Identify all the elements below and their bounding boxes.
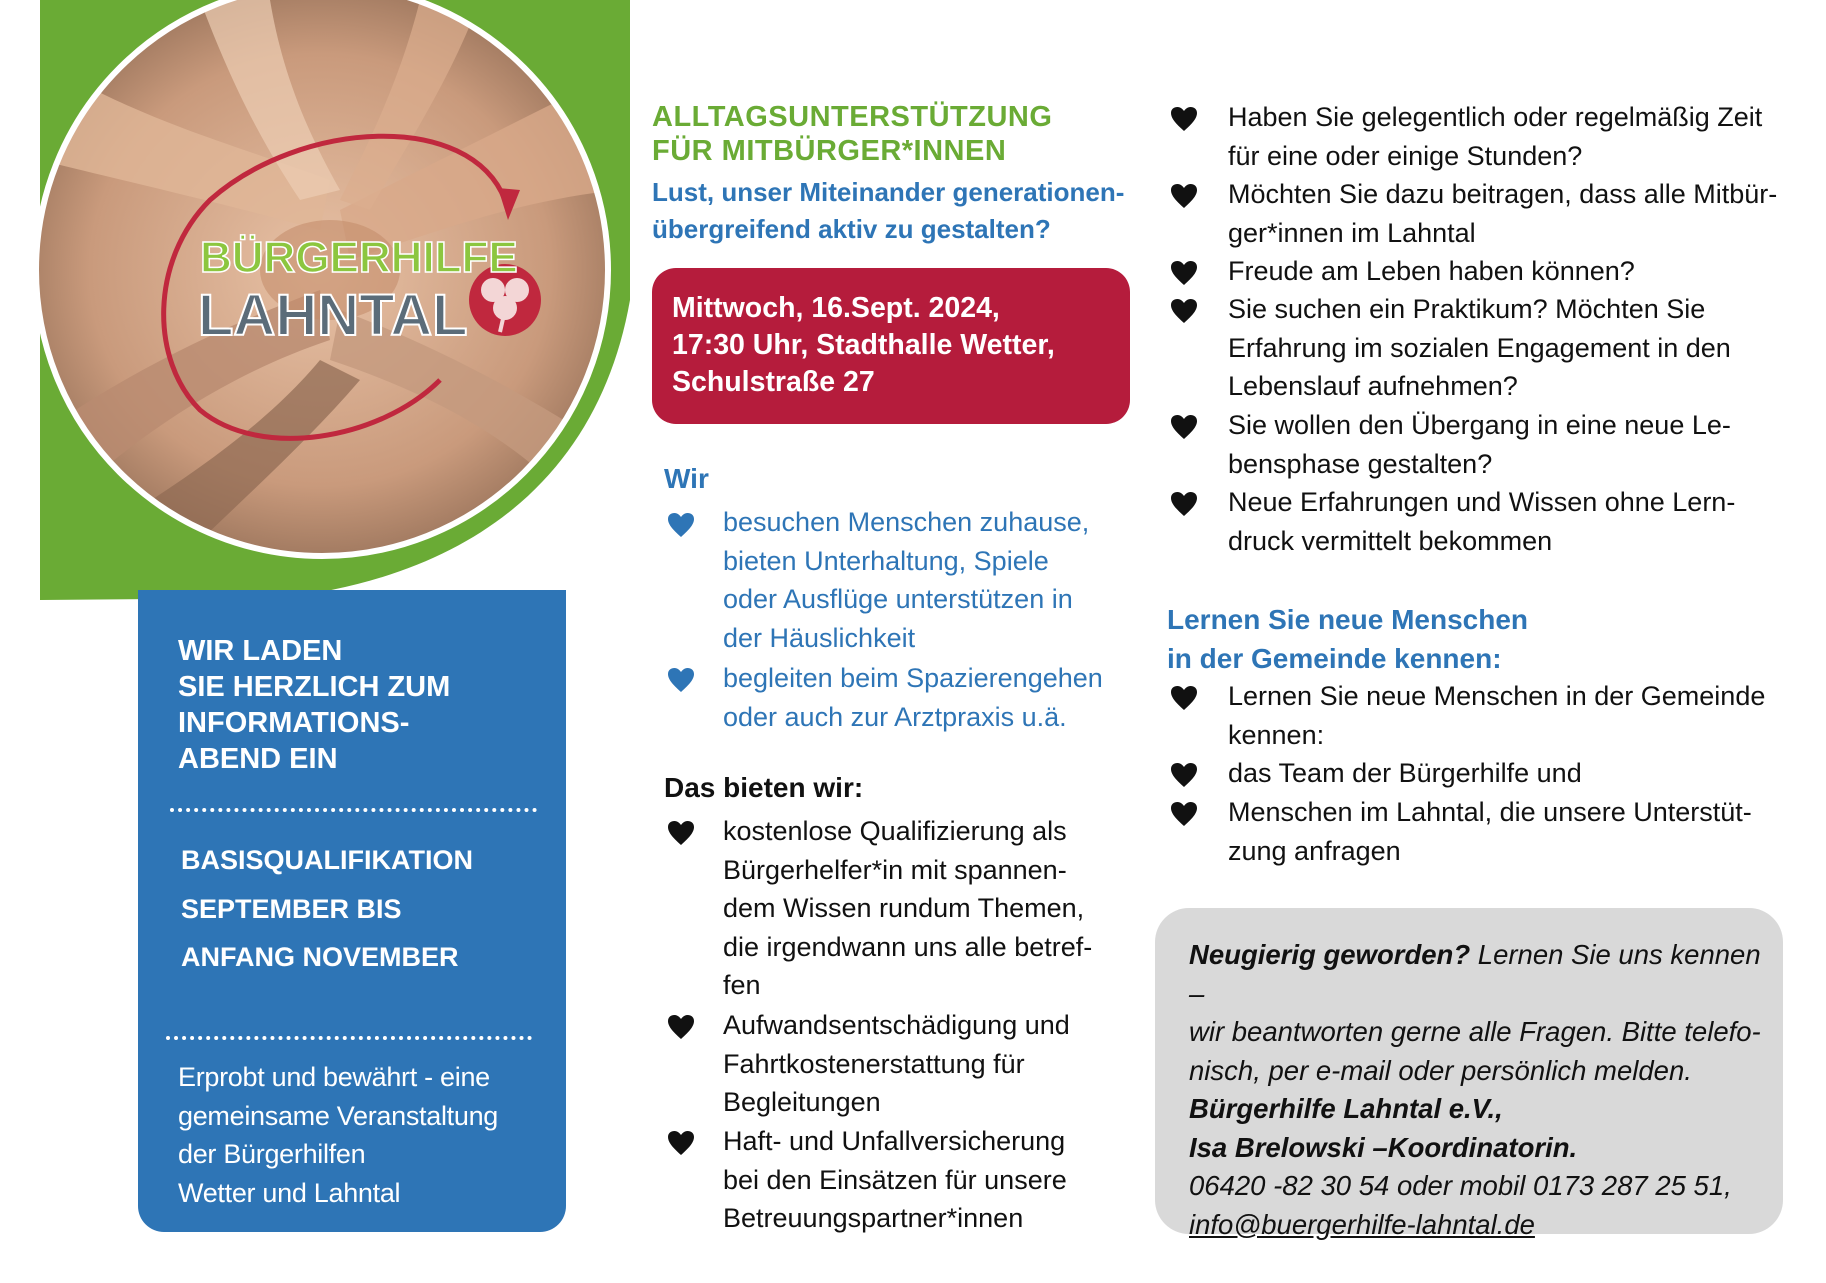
heart-icon (667, 667, 695, 693)
dotted-divider (170, 808, 537, 812)
qualification-line: BASISQUALIFIKATION (181, 845, 473, 875)
question-item: Möchten Sie dazu beitragen, dass alle Mitbür- ger*innen im Lahntal (1228, 179, 1778, 248)
heart-icon (1170, 298, 1198, 324)
qualification-line: ANFANG NOVEMBER (181, 942, 459, 972)
logo-line2: LAHNTAL (198, 283, 468, 348)
heart-icon (1170, 685, 1198, 711)
heart-icon (667, 820, 695, 846)
wir-item: begleiten beim Spazierengehen oder auch zur Arztpraxis u.ä. (723, 663, 1103, 732)
contact-email-link[interactable]: info@buergerhilfe-lahntal.de (1189, 1208, 1535, 1240)
event-details: Mittwoch, 16.Sept. 2024, 17:30 Uhr, Stadthalle Wetter, Schulstraße 27 (672, 292, 1055, 398)
tested-text: Erprobt und bewährt - eine gemeinsame Veranstaltung der Bürgerhilfen Wetter und Lahntal (178, 1062, 499, 1208)
contact-lead: Neugierig geworden? (1189, 939, 1471, 970)
headline-subtitle: Lust, unser Miteinander generationen- übergreifend aktiv zu gestalten? (652, 177, 1125, 244)
contact-line2: wir beantworten gerne alle Fragen. Bitte telefo- (1189, 1016, 1761, 1047)
question-item: Sie wollen den Übergang in eine neue Le- bensphase gestalten? (1228, 410, 1731, 479)
offer-item: kostenlose Qualifizierung als Bürgerhelfer*in mit spannen- dem Wissen rundum Themen, die irgendwann uns alle betref- fen (723, 816, 1093, 1000)
heart-icon (1170, 414, 1198, 440)
learn-item: Lernen Sie neue Menschen in der Gemeinde kennen: (1228, 681, 1766, 750)
question-item: Freude am Leben haben können? (1228, 256, 1635, 286)
learn-item: Menschen im Lahntal, die unsere Unterstüt- zung anfragen (1228, 797, 1752, 866)
heart-icon (667, 1014, 695, 1040)
logo-line1: BÜRGERHILFE (200, 233, 518, 282)
wir-item: besuchen Menschen zuhause, bieten Unterhaltung, Spiele oder Ausflüge unterstützen in der Häuslichkeit (723, 507, 1090, 653)
qualification-line: SEPTEMBER BIS (181, 894, 402, 924)
learn-heading: Lernen Sie neue Menschen in der Gemeinde kennen: (1167, 604, 1528, 674)
dotted-divider (166, 1036, 532, 1040)
learn-item: das Team der Bürgerhilfe und (1228, 758, 1582, 788)
heart-icon (1170, 183, 1198, 209)
heart-icon (1170, 801, 1198, 827)
heart-icon (1170, 260, 1198, 286)
hands-photo (0, 0, 640, 600)
heart-icon (667, 512, 695, 538)
offer-item: Aufwandsentschädigung und Fahrtkostenerstattung für Begleitungen (723, 1010, 1070, 1117)
contact-org: Bürgerhilfe Lahntal e.V., (1189, 1093, 1503, 1124)
heart-icon (1170, 106, 1198, 132)
question-item: Sie suchen ein Praktikum? Möchten Sie Erfahrung im sozialen Engagement in den Lebenslauf aufnehmen? (1228, 294, 1731, 401)
offer-item: Haft- und Unfallversicherung bei den Einsätzen für unsere Betreuungspartner*innen (723, 1126, 1067, 1233)
heart-icon (1170, 762, 1198, 788)
heart-icon (1170, 491, 1198, 517)
question-item: Haben Sie gelegentlich oder regelmäßig Zeit für eine oder einige Stunden? (1228, 102, 1763, 171)
wir-heading: Wir (664, 463, 709, 494)
headline-title: ALLTAGSUNTERSTÜTZUNG FÜR MITBÜRGER*INNEN (652, 101, 1053, 167)
contact-person: Isa Brelowski –Koordinatorin. (1189, 1131, 1578, 1163)
offer-heading: Das bieten wir: (664, 772, 864, 803)
contact-line3: nisch, per e-mail oder persönlich melden. (1189, 1054, 1692, 1086)
contact-phone: 06420 -82 30 54 oder mobil 0173 287 25 51, (1189, 1170, 1732, 1201)
question-item: Neue Erfahrungen und Wissen ohne Lern- druck vermittelt bekommen (1228, 487, 1736, 556)
invite-text: WIR LADEN SIE HERZLICH ZUM INFORMATIONS- ABEND EIN (178, 635, 451, 775)
heart-icon (667, 1130, 695, 1156)
contact-text (1189, 936, 1779, 1244)
contact-line1: Lernen Sie uns kennen – (1189, 939, 1761, 1009)
